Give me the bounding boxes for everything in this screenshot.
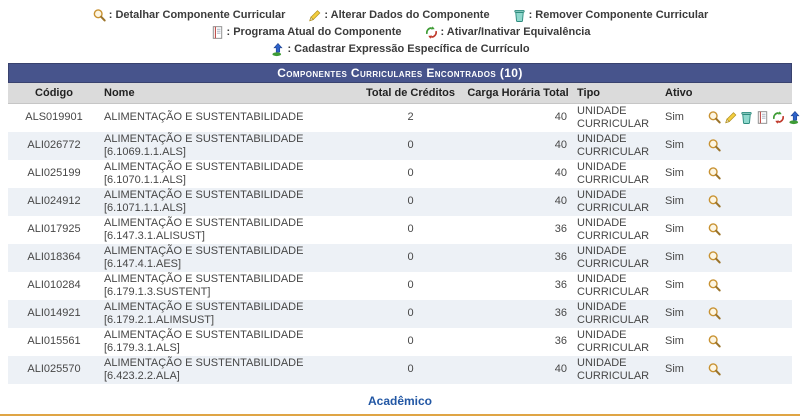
row-actions bbox=[703, 356, 792, 384]
component-workload: 36 bbox=[554, 279, 567, 291]
component-active: Sim bbox=[665, 195, 684, 207]
legend-line bbox=[0, 25, 800, 40]
expression-icon[interactable] bbox=[787, 110, 800, 125]
legend-item-label: : Cadastrar Expressão Específica de Currículo bbox=[287, 43, 530, 55]
component-name-main: ALIMENTAÇÃO E SUSTENTABILIDADE bbox=[104, 300, 304, 313]
component-code: ALI026772 bbox=[27, 139, 81, 151]
component-code: ALI025570 bbox=[27, 363, 81, 375]
footer-divider bbox=[0, 414, 800, 416]
component-name-code: [6.423.2.2.ALA] bbox=[104, 369, 180, 382]
component-active: Sim bbox=[665, 363, 684, 375]
legend-item bbox=[512, 8, 709, 23]
component-name-code: [6.147.3.1.ALISUST] bbox=[104, 229, 205, 242]
table-row bbox=[8, 132, 792, 160]
component-code: ALS019901 bbox=[25, 111, 83, 123]
component-type: UNIDADE CURRICULAR bbox=[577, 216, 650, 242]
component-credits: 0 bbox=[407, 335, 414, 347]
component-credits: 0 bbox=[407, 251, 414, 263]
magnifier-icon[interactable] bbox=[707, 334, 722, 349]
component-name bbox=[100, 103, 358, 132]
component-name bbox=[100, 244, 358, 272]
component-active: Sim bbox=[665, 111, 684, 123]
trash-icon bbox=[512, 8, 527, 23]
action-legend bbox=[0, 0, 800, 57]
component-code: ALI024912 bbox=[27, 195, 81, 207]
row-actions bbox=[703, 160, 792, 188]
legend-item-label: : Programa Atual do Componente bbox=[226, 26, 402, 38]
component-name-main: ALIMENTAÇÃO E SUSTENTABILIDADE bbox=[104, 216, 304, 229]
column-header-nome: Nome bbox=[100, 83, 358, 103]
component-name-code: [6.1069.1.1.ALS] bbox=[104, 145, 186, 158]
component-active: Sim bbox=[665, 139, 684, 151]
program-icon[interactable] bbox=[755, 110, 770, 125]
component-name-main: ALIMENTAÇÃO E SUSTENTABILIDADE bbox=[104, 272, 304, 285]
table-row bbox=[8, 160, 792, 188]
magnifier-icon[interactable] bbox=[707, 362, 722, 377]
component-credits: 0 bbox=[407, 279, 414, 291]
component-credits: 0 bbox=[407, 223, 414, 235]
component-code: ALI025199 bbox=[27, 167, 81, 179]
component-name-code: [6.179.1.3.SUSTENT] bbox=[104, 285, 211, 298]
component-code: ALI014921 bbox=[27, 307, 81, 319]
component-name bbox=[100, 328, 358, 356]
component-workload: 40 bbox=[554, 167, 567, 179]
trash-icon[interactable] bbox=[739, 110, 754, 125]
component-code: ALI018364 bbox=[27, 251, 81, 263]
magnifier-icon[interactable] bbox=[707, 138, 722, 153]
column-header-codigo: Código bbox=[8, 83, 100, 103]
component-type: UNIDADE CURRICULAR bbox=[577, 104, 650, 130]
edit-icon[interactable] bbox=[723, 110, 738, 125]
row-actions bbox=[703, 300, 792, 328]
row-actions bbox=[703, 132, 792, 160]
component-type: UNIDADE CURRICULAR bbox=[577, 272, 650, 298]
component-name bbox=[100, 188, 358, 216]
component-workload: 40 bbox=[554, 363, 567, 375]
table-row bbox=[8, 188, 792, 216]
table-row bbox=[8, 103, 792, 132]
row-actions bbox=[703, 244, 792, 272]
legend-item bbox=[270, 42, 529, 57]
magnifier-icon[interactable] bbox=[707, 306, 722, 321]
row-actions bbox=[703, 103, 792, 132]
table-row bbox=[8, 216, 792, 244]
row-actions bbox=[703, 328, 792, 356]
component-active: Sim bbox=[665, 251, 684, 263]
legend-item bbox=[210, 25, 402, 40]
legend-item bbox=[307, 8, 489, 23]
component-type: UNIDADE CURRICULAR bbox=[577, 160, 650, 186]
component-name-main: ALIMENTAÇÃO E SUSTENTABILIDADE bbox=[104, 132, 304, 145]
edit-icon bbox=[307, 8, 322, 23]
component-name bbox=[100, 216, 358, 244]
legend-line bbox=[0, 42, 800, 57]
component-name bbox=[100, 132, 358, 160]
component-type: UNIDADE CURRICULAR bbox=[577, 300, 650, 326]
magnifier-icon[interactable] bbox=[707, 110, 722, 125]
component-name bbox=[100, 160, 358, 188]
column-header-ativo: Ativo bbox=[661, 83, 703, 103]
component-name-main: ALIMENTAÇÃO E SUSTENTABILIDADE bbox=[104, 328, 304, 341]
component-type: UNIDADE CURRICULAR bbox=[577, 244, 650, 270]
magnifier-icon[interactable] bbox=[707, 166, 722, 181]
magnifier-icon[interactable] bbox=[707, 278, 722, 293]
component-credits: 0 bbox=[407, 195, 414, 207]
component-active: Sim bbox=[665, 167, 684, 179]
row-actions bbox=[703, 188, 792, 216]
component-name-code: [6.147.4.1.AES] bbox=[104, 257, 182, 270]
component-name bbox=[100, 300, 358, 328]
table-row bbox=[8, 272, 792, 300]
component-name-main: ALIMENTAÇÃO E SUSTENTABILIDADE bbox=[104, 160, 304, 173]
component-type: UNIDADE CURRICULAR bbox=[577, 188, 650, 214]
legend-item bbox=[92, 8, 286, 23]
row-actions bbox=[703, 272, 792, 300]
legend-item-label: : Alterar Dados do Componente bbox=[324, 9, 490, 21]
component-name-code: [6.179.2.1.ALIMSUST] bbox=[104, 313, 215, 326]
component-workload: 36 bbox=[554, 223, 567, 235]
component-type: UNIDADE CURRICULAR bbox=[577, 328, 650, 354]
column-header-carga: Carga Horária Total bbox=[463, 83, 573, 103]
equivalence-icon[interactable] bbox=[771, 110, 786, 125]
component-workload: 40 bbox=[554, 195, 567, 207]
component-name-code: [6.179.3.1.ALS] bbox=[104, 341, 180, 354]
table-row bbox=[8, 356, 792, 384]
component-name-main: ALIMENTAÇÃO E SUSTENTABILIDADE bbox=[104, 188, 304, 201]
component-name-code: [6.1071.1.1.ALS] bbox=[104, 201, 186, 214]
magnifier-icon[interactable] bbox=[707, 194, 722, 209]
component-workload: 40 bbox=[554, 111, 567, 123]
component-code: ALI015561 bbox=[27, 335, 81, 347]
component-type: UNIDADE CURRICULAR bbox=[577, 356, 650, 382]
component-name-main: ALIMENTAÇÃO E SUSTENTABILIDADE bbox=[104, 111, 304, 123]
component-type: UNIDADE CURRICULAR bbox=[577, 132, 650, 158]
magnifier-icon[interactable] bbox=[707, 222, 722, 237]
table-title: Componentes Curriculares Encontrados (10) bbox=[8, 63, 792, 83]
component-active: Sim bbox=[665, 223, 684, 235]
components-table bbox=[8, 63, 792, 384]
column-header-creditos: Total de Créditos bbox=[358, 83, 463, 103]
column-header-acoes bbox=[703, 83, 792, 103]
legend-item-label: : Remover Componente Curricular bbox=[528, 9, 709, 21]
component-name-main: ALIMENTAÇÃO E SUSTENTABILIDADE bbox=[104, 356, 304, 369]
component-workload: 36 bbox=[554, 251, 567, 263]
component-credits: 0 bbox=[407, 363, 414, 375]
component-name-code: [6.1070.1.1.ALS] bbox=[104, 173, 186, 186]
equivalence-icon bbox=[424, 25, 439, 40]
legend-item-label: : Ativar/Inativar Equivalência bbox=[440, 26, 591, 38]
table-header-row bbox=[8, 83, 792, 103]
component-name bbox=[100, 272, 358, 300]
expression-icon bbox=[270, 42, 285, 57]
magnifier-icon[interactable] bbox=[707, 250, 722, 265]
table-row bbox=[8, 244, 792, 272]
component-credits: 0 bbox=[407, 307, 414, 319]
column-header-tipo: Tipo bbox=[573, 83, 661, 103]
table-row bbox=[8, 328, 792, 356]
legend-item-label: : Detalhar Componente Curricular bbox=[108, 9, 286, 21]
component-active: Sim bbox=[665, 307, 684, 319]
component-name-main: ALIMENTAÇÃO E SUSTENTABILIDADE bbox=[104, 244, 304, 257]
component-code: ALI010284 bbox=[27, 279, 81, 291]
component-active: Sim bbox=[665, 279, 684, 291]
component-workload: 40 bbox=[554, 139, 567, 151]
legend-item bbox=[424, 25, 591, 40]
table-row bbox=[8, 300, 792, 328]
academico-link[interactable]: Acadêmico bbox=[367, 393, 433, 408]
legend-line bbox=[0, 8, 800, 23]
component-code: ALI017925 bbox=[27, 223, 81, 235]
program-icon bbox=[210, 25, 225, 40]
component-credits: 0 bbox=[407, 167, 414, 179]
component-active: Sim bbox=[665, 335, 684, 347]
component-workload: 36 bbox=[554, 307, 567, 319]
component-workload: 36 bbox=[554, 335, 567, 347]
row-actions bbox=[703, 216, 792, 244]
footer bbox=[0, 394, 800, 408]
component-credits: 0 bbox=[407, 139, 414, 151]
magnifier-icon bbox=[92, 8, 107, 23]
component-credits: 2 bbox=[407, 111, 414, 123]
component-name bbox=[100, 356, 358, 384]
